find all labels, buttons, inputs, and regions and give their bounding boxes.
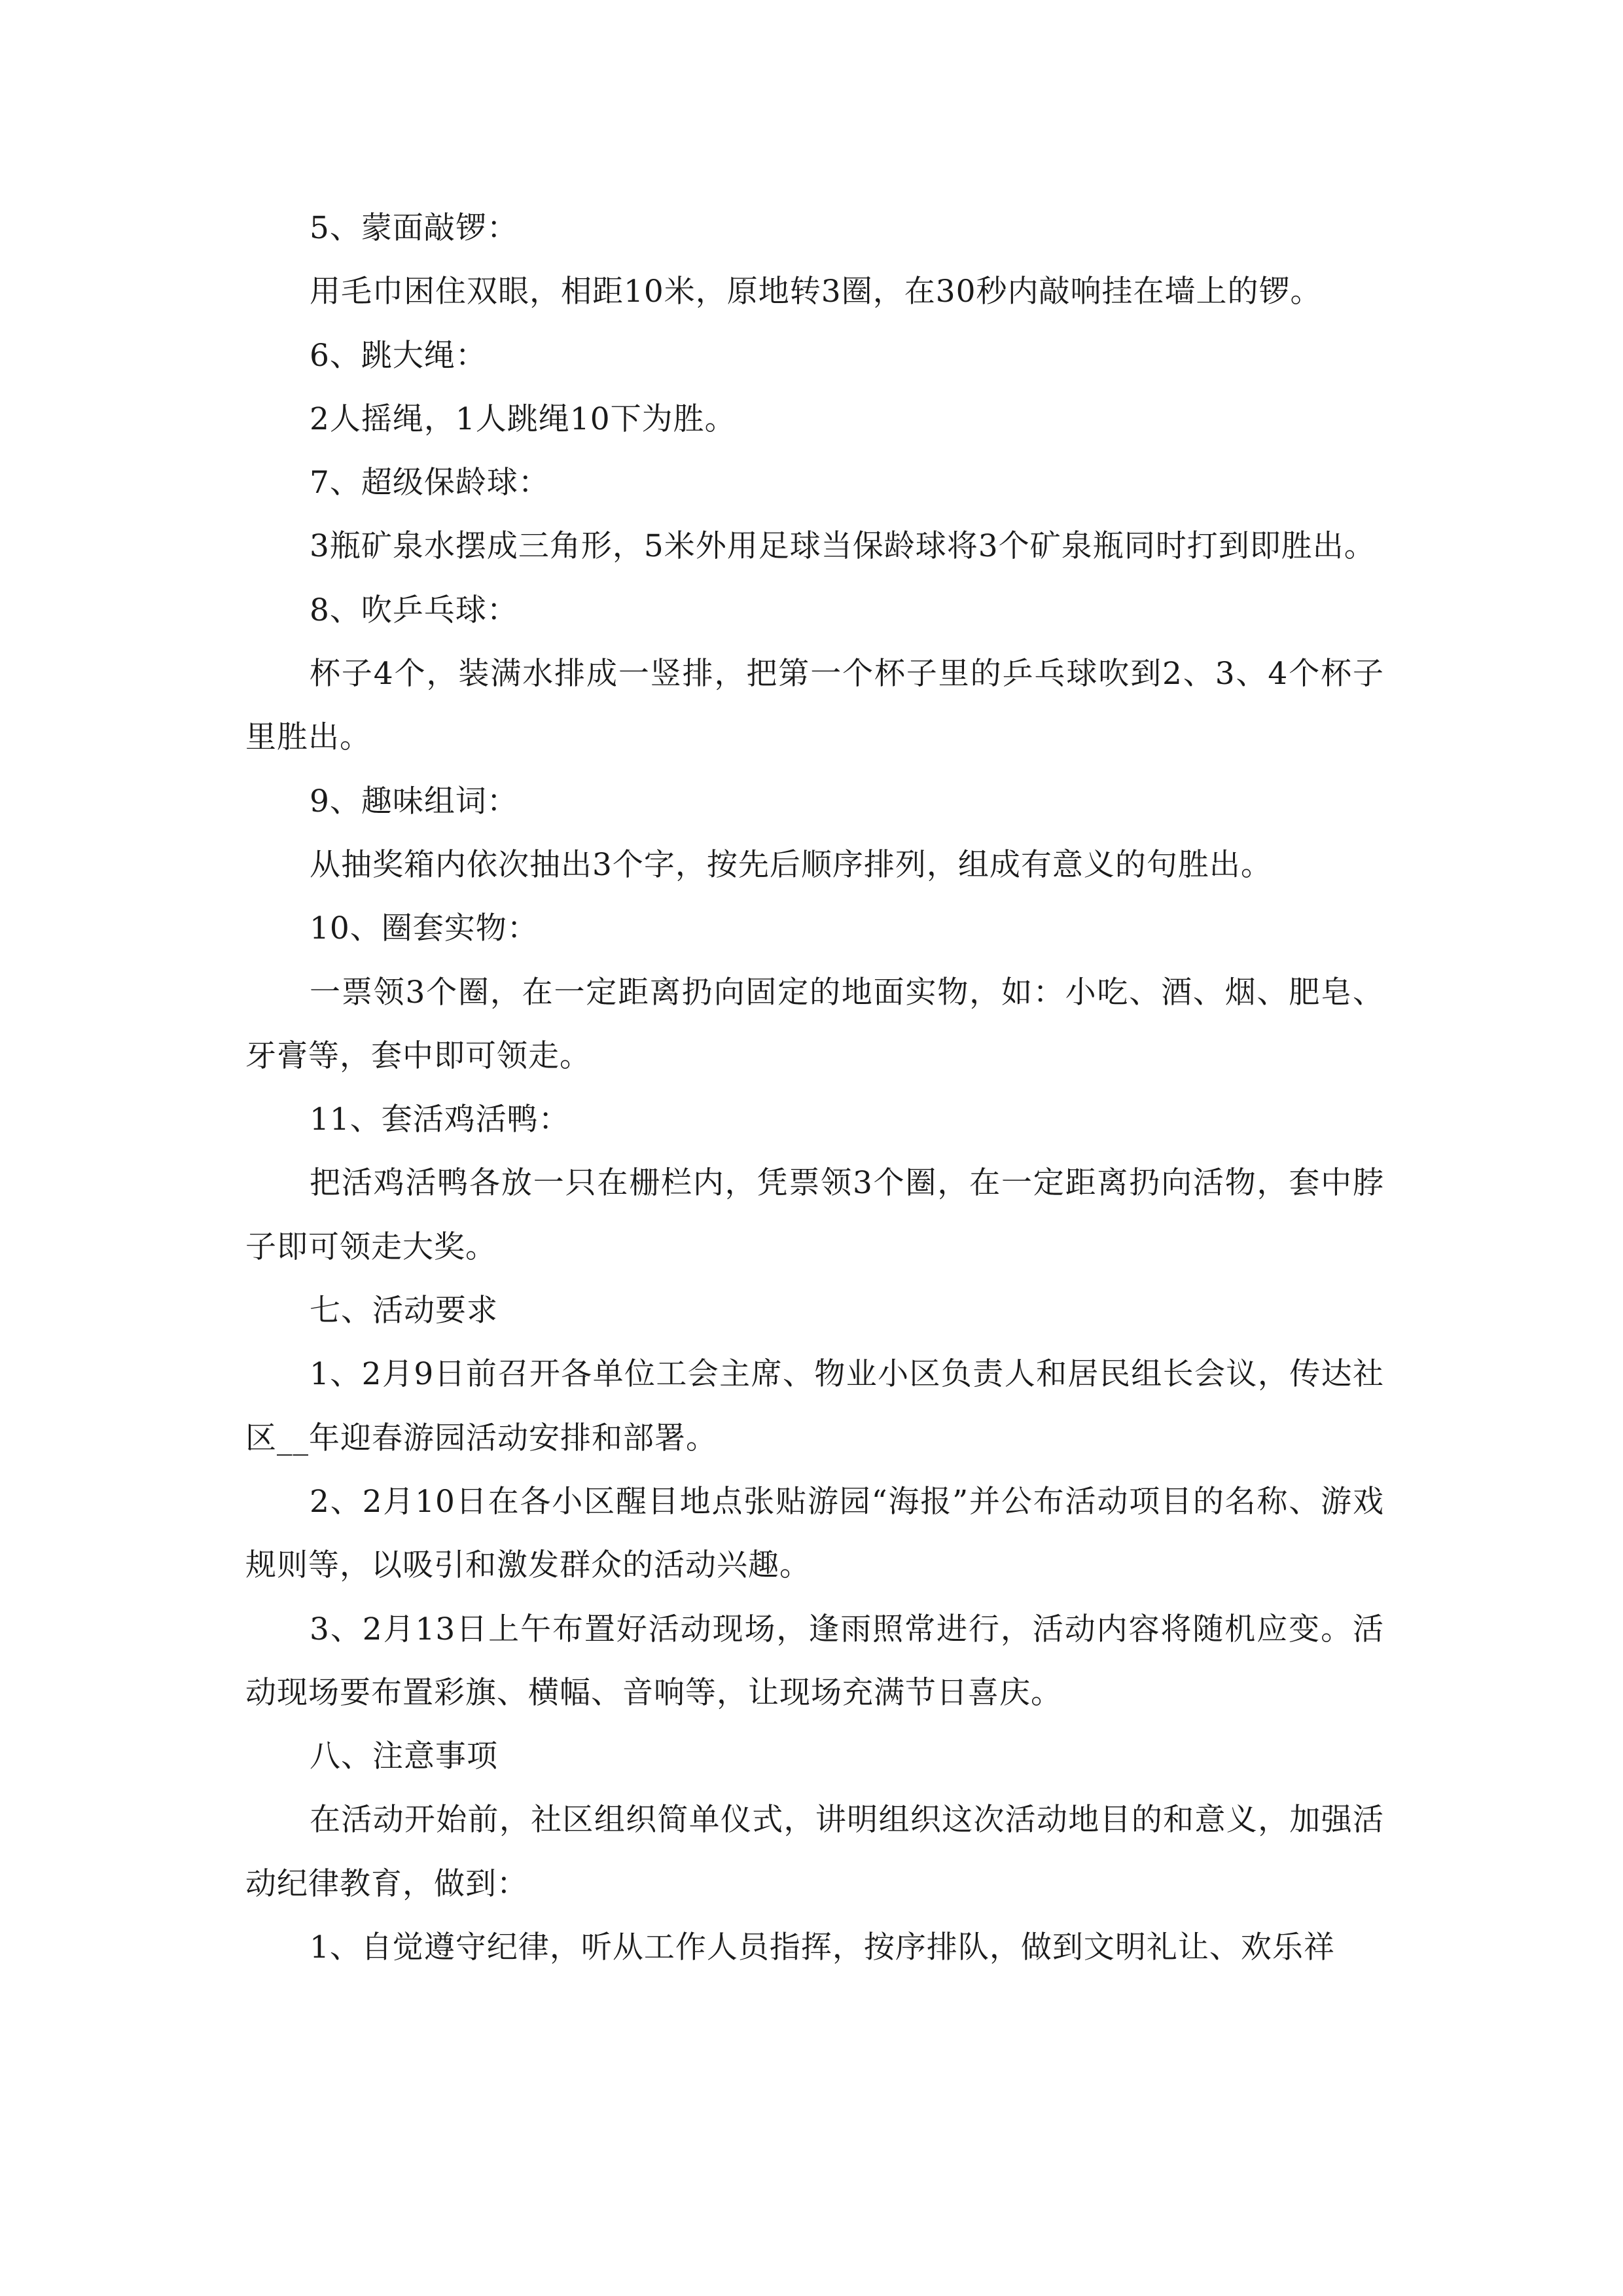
- item-description: 一票领3个圈，在一定距离扔向固定的地面实物，如：小吃、酒、烟、肥皂、牙膏等，套中即可领走。: [245, 974, 1384, 1074]
- item-heading: 10、圈套实物：: [310, 910, 539, 947]
- item-heading: 7、超级保龄球：: [310, 465, 550, 501]
- item-description: 从抽奖箱内依次抽出3个字，按先后顺序排列，组成有意义的句胜出。: [310, 846, 1272, 883]
- item-description: 用毛巾困住双眼，相距10米，原地转3圈，在30秒内敲响挂在墙上的锣。: [310, 274, 1322, 310]
- item-description: 3瓶矿泉水摆成三角形，5米外用足球当保龄球将3个矿泉瓶同时打到即胜出。: [310, 528, 1376, 565]
- document-body: [245, 196, 1384, 1979]
- section-heading: 八、注意事项: [310, 1738, 498, 1775]
- requirement-paragraph: 1、2月9日前召开各单位工会主席、物业小区负责人和居民组长会议，传达社区__年迎春游园活动安排和部署。: [245, 1356, 1384, 1456]
- item-heading: 11、套活鸡活鸭：: [310, 1102, 570, 1138]
- item-description: 把活鸡活鸭各放一只在栅栏内，凭票领3个圈，在一定距离扔向活物，套中脖子即可领走大奖。: [245, 1165, 1384, 1265]
- notice-paragraph: 在活动开始前，社区组织简单仪式，讲明组织这次活动地目的和意义，加强活动纪律教育，做到：: [245, 1802, 1384, 1902]
- item-heading: 5、蒙面敲锣：: [310, 210, 518, 246]
- item-heading: 9、趣味组词：: [310, 783, 518, 819]
- requirement-paragraph: 2、2月10日在各小区醒目地点张贴游园“海报”并公布活动项目的名称、游戏规则等，以吸引和激发群众的活动兴趣。: [245, 1483, 1384, 1584]
- item-heading: 8、吹乒乓球：: [310, 592, 518, 628]
- requirement-paragraph: 3、2月13日上午布置好活动现场，逢雨照常进行，活动内容将随机应变。活动现场要布置彩旗、横幅、音响等，让现场充满节日喜庆。: [245, 1611, 1384, 1711]
- notice-paragraph: 1、自觉遵守纪律，听从工作人员指挥，按序排队，做到文明礼让、欢乐祥: [310, 1929, 1335, 1966]
- item-description: 2人摇绳，1人跳绳10下为胜。: [310, 401, 736, 437]
- section-heading: 七、活动要求: [310, 1293, 498, 1329]
- item-description: 杯子4个，装满水排成一竖排，把第一个杯子里的乒乓球吹到2、3、4个杯子里胜出。: [245, 656, 1385, 756]
- item-heading: 6、跳大绳：: [310, 337, 487, 374]
